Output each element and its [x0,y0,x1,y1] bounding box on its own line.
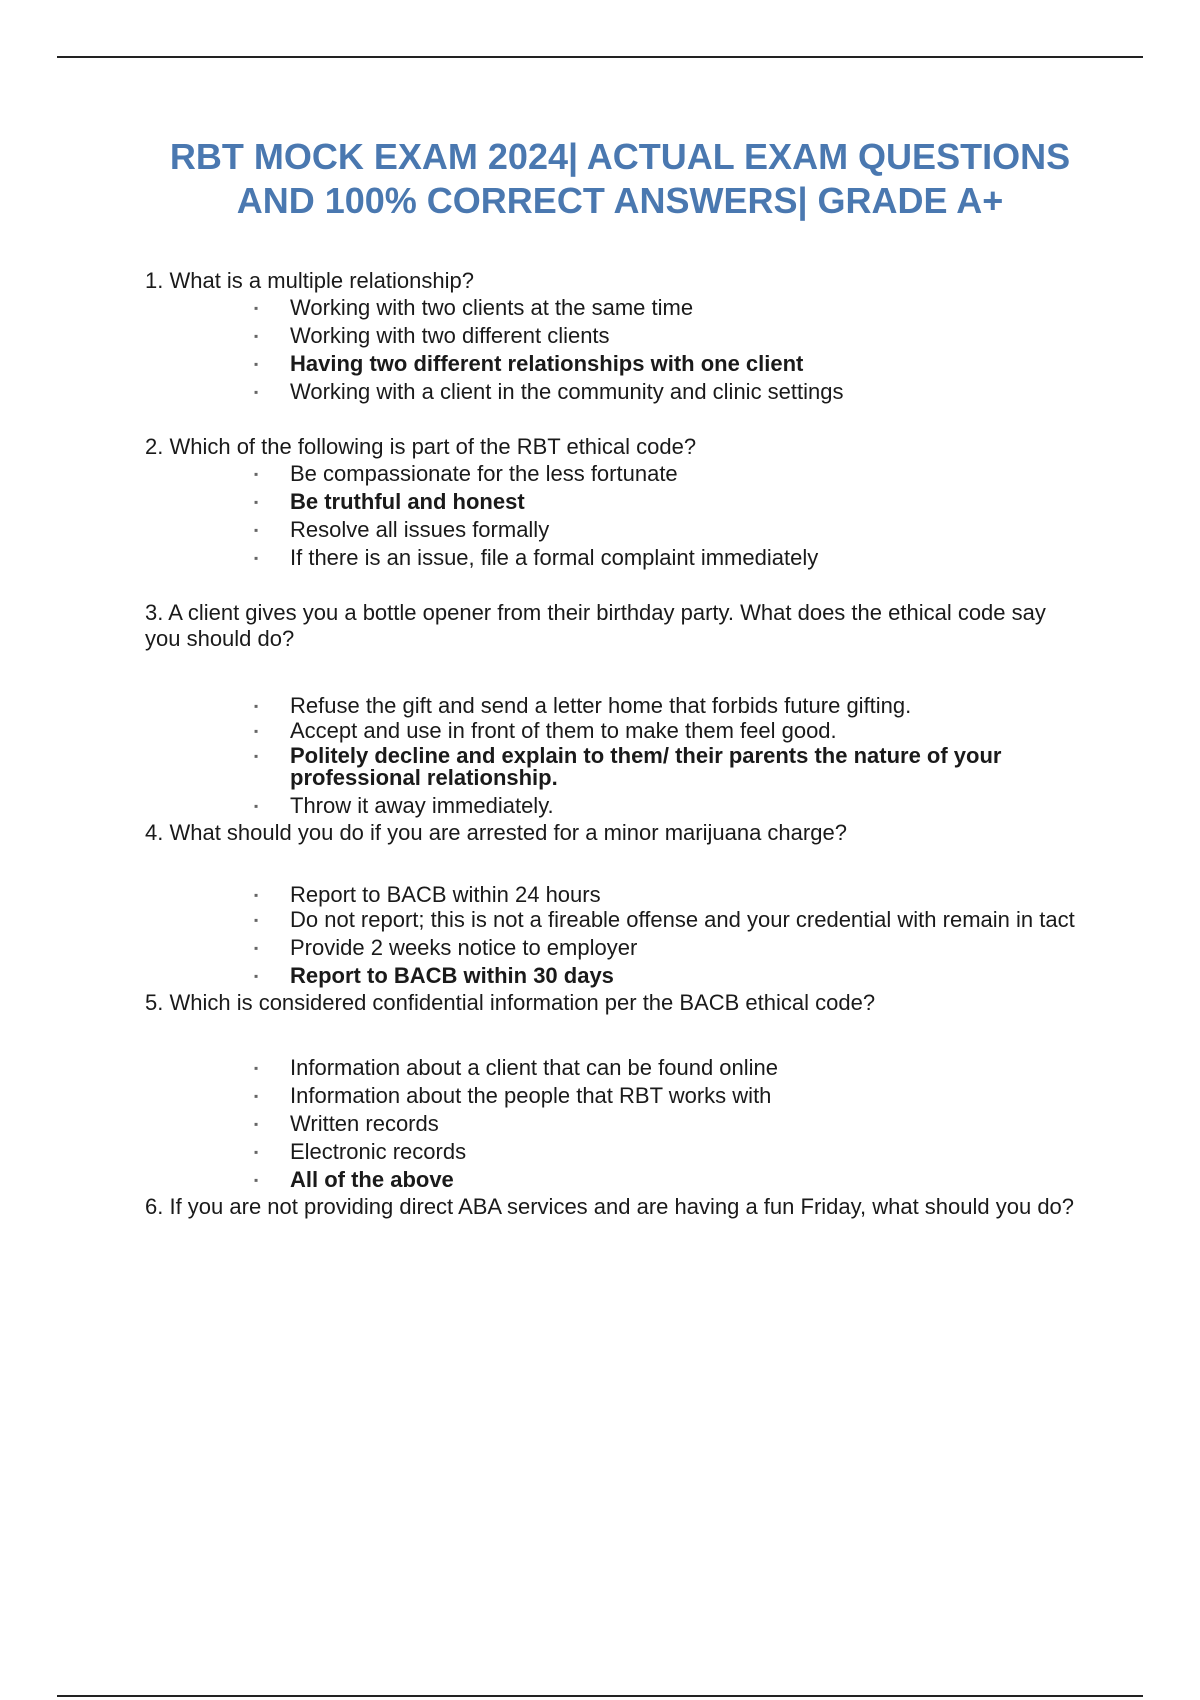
answer-option: ▪ Resolve all issues formally [254,517,550,542]
answer-option: ▪ Provide 2 weeks notice to employer [254,935,638,960]
answer-option: ▪ Throw it away immediately. [254,793,554,818]
question-list [145,268,1080,1220]
question-3 [145,600,1080,820]
answer-option: ▪ Electronic records [254,1139,467,1164]
answer-option: ▪ Do not report; this is not a fireable offense and your credential with remain in tact [254,907,1075,932]
question-2 [145,434,1080,572]
correct-answer-option: ▪ Be truthful and honest [254,489,525,514]
question-text: 5. Which is considered confidential information per the BACB ethical code? [145,990,876,1015]
bullet-icon: ▪ [254,1061,259,1075]
answer-option: ▪ Be compassionate for the less fortunate [254,461,678,486]
answer-option: ▪ Working with a client in the community and clinic settings [254,379,844,404]
question-1 [145,268,1080,406]
answer-options [145,692,1080,820]
question-6 [145,1194,1080,1220]
bullet-icon: ▪ [254,495,259,509]
bullet-icon: ▪ [254,941,259,955]
answer-option: ▪ Working with two clients at the same time [254,295,694,320]
answer-options [145,460,1080,572]
correct-answer-option: ▪ Having two different relationships with one client [254,351,804,376]
title-line-1: RBT MOCK EXAM 2024| ACTUAL EXAM QUESTIONS [169,136,1071,177]
top-rule [57,56,1143,58]
question-5 [145,990,1080,1194]
answer-option: ▪ Information about the people that RBT works with [254,1083,772,1108]
correct-answer-option: ▪ All of the above [254,1167,454,1192]
answer-options [145,884,1080,990]
correct-answer-option: ▪ Politely decline and explain to them/ their parents the nature of your professional relationship. [254,743,1002,790]
answer-option: ▪ Working with two different clients [254,323,610,348]
answer-option: ▪ Written records [254,1111,439,1136]
bullet-icon: ▪ [254,523,259,537]
bullet-icon: ▪ [254,1173,259,1187]
answer-options [145,1054,1080,1194]
answer-option: ▪ Accept and use in front of them to make them feel good. [254,718,837,743]
title-line-2: AND 100% CORRECT ANSWERS| GRADE A+ [236,180,1004,221]
bullet-icon: ▪ [254,888,259,902]
bullet-icon: ▪ [254,913,259,927]
bullet-icon: ▪ [254,301,259,315]
answer-option: ▪ Information about a client that can be found online [254,1055,779,1080]
bullet-icon: ▪ [254,467,259,481]
question-text: 2. Which of the following is part of the RBT ethical code? [145,434,697,459]
bullet-icon: ▪ [254,699,259,713]
question-4 [145,820,1080,990]
bullet-icon: ▪ [254,799,259,813]
answer-options [145,294,1080,406]
bullet-icon: ▪ [254,1089,259,1103]
bullet-icon: ▪ [254,385,259,399]
bullet-icon: ▪ [254,551,259,565]
question-text: 3. A client gives you a bottle opener from their birthday party. What does the ethical code say you should do? [145,600,1046,651]
question-text: 4. What should you do if you are arrested for a minor marijuana charge? [145,820,847,845]
bullet-icon: ▪ [254,1117,259,1131]
answer-option: ▪ If there is an issue, file a formal complaint immediately [254,545,819,570]
bullet-icon: ▪ [254,329,259,343]
bullet-icon: ▪ [254,724,259,738]
bullet-icon: ▪ [254,1145,259,1159]
bullet-icon: ▪ [254,749,259,763]
bullet-icon: ▪ [254,969,259,983]
bottom-rule [57,1695,1143,1697]
answer-option: ▪ Refuse the gift and send a letter home that forbids future gifting. [254,693,912,718]
question-text: 1. What is a multiple relationship? [145,268,474,293]
page-title [130,135,1110,223]
bullet-icon: ▪ [254,357,259,371]
correct-answer-option: ▪ Report to BACB within 30 days [254,963,614,988]
answer-option: ▪ Report to BACB within 24 hours [254,882,601,907]
question-text: 6. If you are not providing direct ABA services and are having a fun Friday, what should you do? [145,1194,1075,1219]
